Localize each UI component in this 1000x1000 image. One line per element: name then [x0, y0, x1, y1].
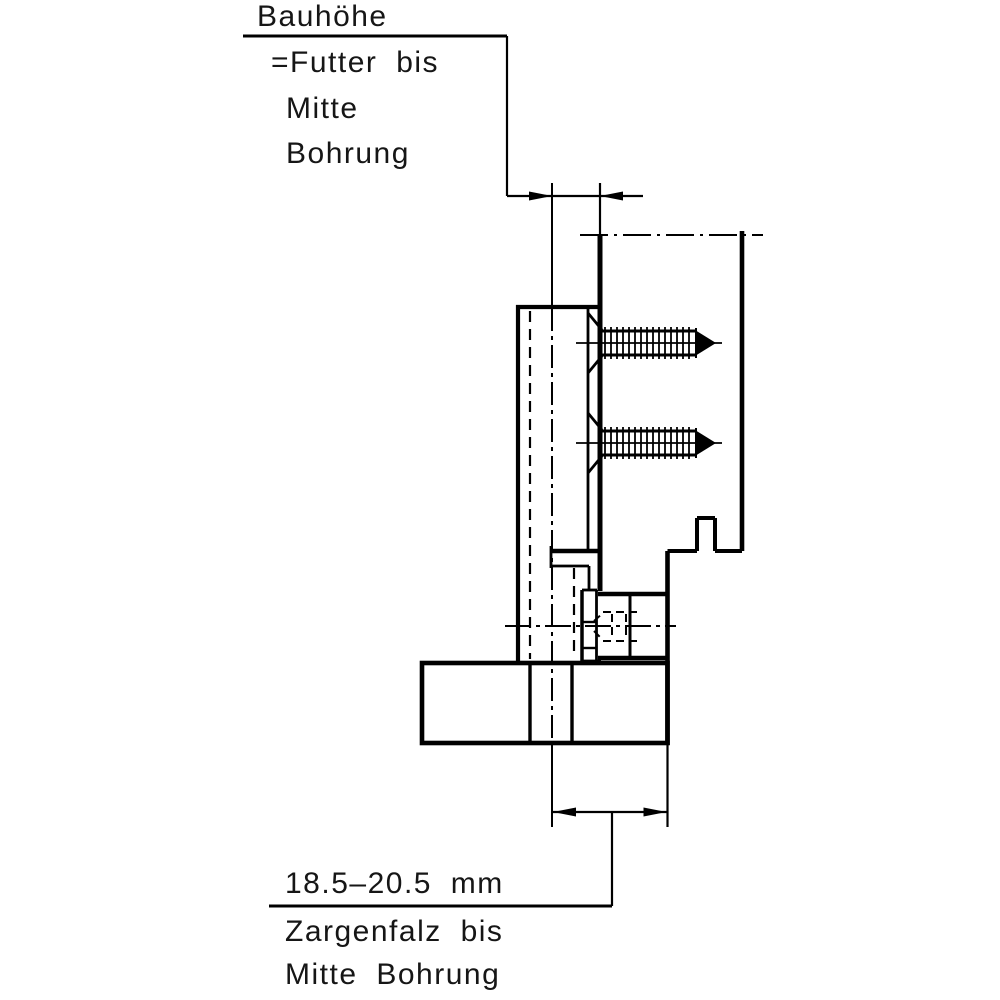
hinge-leaf-plate [516, 305, 600, 663]
dimension-bauhoehe [507, 183, 643, 234]
bauhoehe-label-line3: Bohrung [286, 137, 410, 170]
bauhoehe-heading: Bauhöhe [257, 0, 388, 33]
frame-lining-section [580, 231, 763, 745]
zargenfalz-label-line2: Mitte Bohrung [285, 958, 501, 991]
dimension-zargenfalz [552, 745, 668, 827]
hinge-sleeve-flange [551, 546, 601, 661]
bauhoehe-label-line1: =Futter bis [271, 46, 440, 79]
bauhoehe-label-line2: Mitte [286, 92, 359, 125]
dimension-value: 18.5–20.5 mm [285, 867, 504, 900]
zargenfalz-label-line1: Zargenfalz bis [285, 915, 504, 948]
door-section [422, 663, 668, 743]
